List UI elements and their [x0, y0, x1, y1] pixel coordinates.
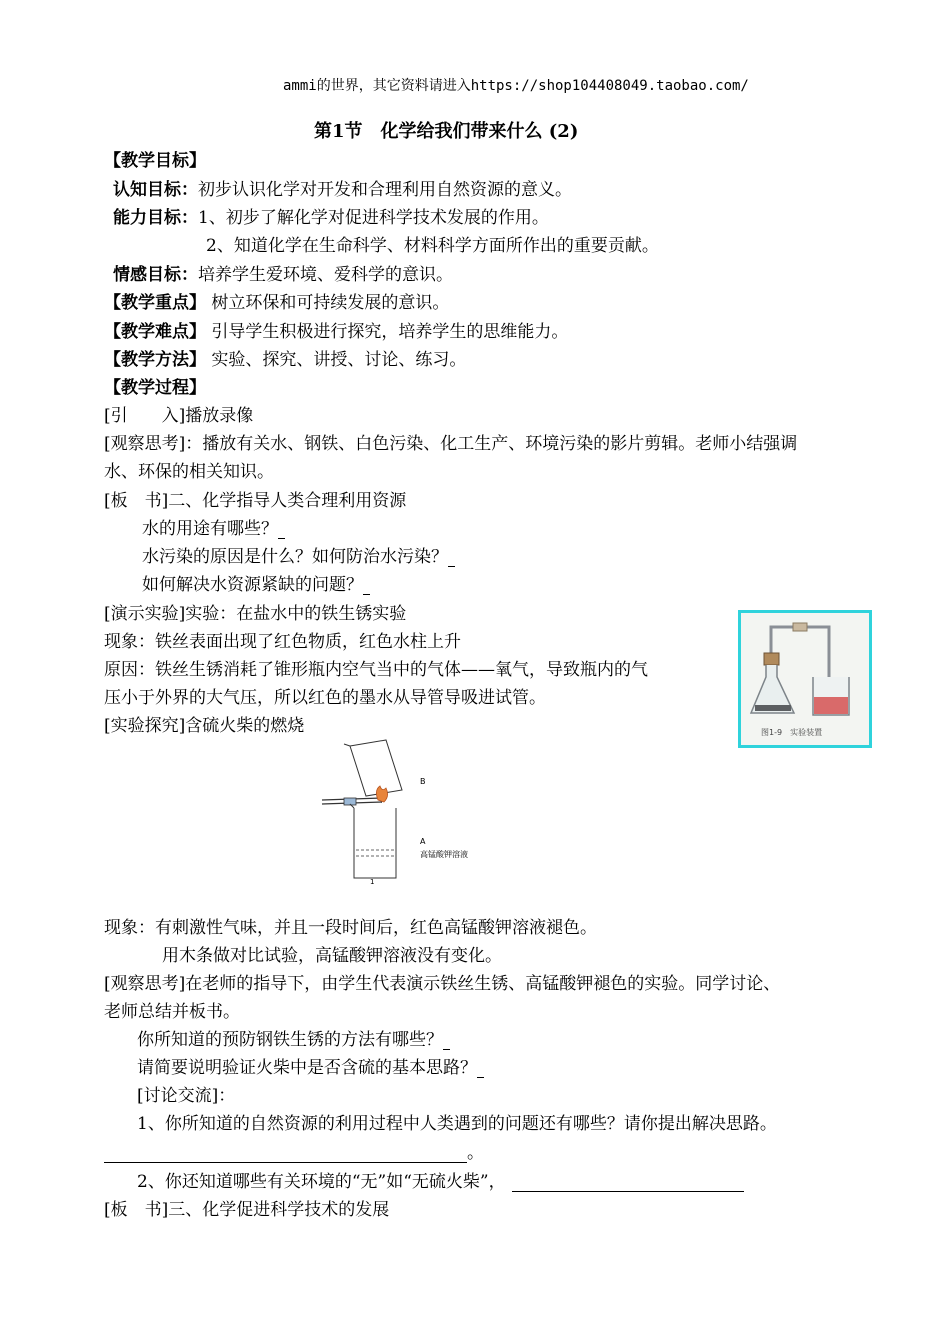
explore-line: [实验探究]含硫火柴的燃烧 [104, 716, 305, 736]
question-2-text: 水污染的原因是什么？如何防治水污染？ [142, 547, 448, 567]
observe-line-2b: 老师总结并板书。 [104, 1002, 240, 1022]
page-title: 第1节 化学给我们带来什么 (2) [314, 121, 579, 142]
label-number: 1 [370, 878, 375, 886]
difficulty [104, 322, 568, 342]
label-b: B [420, 777, 426, 786]
answer-blank-7[interactable] [512, 1173, 744, 1192]
emotion-label: 情感目标： [113, 265, 198, 285]
ability-objective [113, 208, 549, 228]
reason-line-b: 压小于外界的大气压，所以红色的墨水从导管导吸进试管。 [104, 688, 546, 708]
question-3 [142, 575, 370, 595]
method-label: 【教学方法】 [104, 350, 206, 370]
discuss-item-1-end: 。 [467, 1143, 484, 1163]
difficulty-label: 【教学难点】 [104, 322, 206, 342]
answer-blank-3[interactable] [363, 594, 370, 595]
cognitive-text: 初步认识化学对开发和合理利用自然资源的意义。 [198, 180, 572, 200]
rust-figure-caption: 图1-9 实验装置 [761, 728, 823, 737]
rust-apparatus-drawing [741, 613, 869, 745]
ability-label: 能力目标： [113, 208, 198, 228]
discuss-item-2 [137, 1172, 744, 1192]
figure-match-burning [318, 738, 498, 888]
answer-blank-2[interactable] [448, 566, 455, 567]
cognitive-label: 认知目标： [113, 180, 198, 200]
answer-blank-6[interactable] [104, 1144, 467, 1163]
discuss-heading: [讨论交流]： [137, 1086, 236, 1106]
key-point [104, 293, 449, 313]
discuss-item-2-text: 2、你还知道哪些有关环境的“无”如“无硫火柴”， [137, 1172, 506, 1192]
method [104, 350, 466, 370]
label-solution: 高锰酸钾溶液 [420, 850, 468, 859]
demo-line: [演示实验]实验：在盐水中的铁生锈实验 [104, 604, 407, 624]
phenomenon-1: 现象：铁丝表面出现了红色物质，红色水柱上升 [104, 632, 461, 652]
question-1 [142, 519, 285, 539]
board-line-1: [板 书]二、化学指导人类合理利用资源 [104, 491, 407, 511]
board-line-2: [板 书]三、化学促进科学技术的发展 [104, 1200, 390, 1220]
answer-blank-1[interactable] [278, 538, 285, 539]
reason-line-a: 原因：铁丝生锈消耗了锥形瓶内空气当中的气体——氧气，导致瓶内的气 [104, 660, 648, 680]
discuss-item-1: 1、你所知道的自然资源的利用过程中人类遇到的问题还有哪些？请你提出解决思路。 [137, 1114, 777, 1134]
phenomenon-2a: 现象：有刺激性气味，并且一段时间后，红色高锰酸钾溶液褪色。 [104, 918, 597, 938]
ability-item-2: 2、知道化学在生命科学、材料科学方面所作出的重要贡献。 [206, 236, 659, 256]
label-a: A [420, 837, 426, 846]
question-5-text: 请简要说明验证火柴中是否含硫的基本思路？ [137, 1058, 477, 1078]
intro-line: [引 入]播放录像 [104, 406, 254, 426]
key-point-label: 【教学重点】 [104, 293, 206, 313]
cognitive-objective [113, 180, 572, 200]
question-5 [137, 1058, 484, 1078]
answer-blank-4[interactable] [443, 1049, 450, 1050]
process-heading: 【教学过程】 [104, 378, 206, 398]
question-1-text: 水的用途有哪些？ [142, 519, 278, 539]
page-header-source: ammi的世界，其它资料请进入https://shop104408049.taobao.com/ [283, 78, 749, 94]
method-text: 实验、探究、讲授、讨论、练习。 [211, 350, 467, 370]
phenomenon-2b: 用木条做对比试验，高锰酸钾溶液没有变化。 [162, 946, 502, 966]
observe-line-1a: [观察思考]：播放有关水、钢铁、白色污染、化工生产、环境污染的影片剪辑。老师小结强调 [104, 434, 798, 454]
key-point-text: 树立环保和可持续发展的意识。 [211, 293, 450, 313]
emotion-objective [113, 265, 453, 285]
question-2 [142, 547, 455, 567]
observe-line-1b: 水、环保的相关知识。 [104, 462, 274, 482]
difficulty-text: 引导学生积极进行探究，培养学生的思维能力。 [211, 322, 569, 342]
emotion-text: 培养学生爱环境、爱科学的意识。 [198, 265, 453, 285]
answer-blank-5[interactable] [477, 1077, 484, 1078]
question-4-text: 你所知道的预防钢铁生锈的方法有哪些？ [137, 1030, 443, 1050]
objectives-heading: 【教学目标】 [104, 151, 206, 171]
discuss-item-1-answer [104, 1143, 484, 1163]
question-3-text: 如何解决水资源紧缺的问题？ [142, 575, 363, 595]
question-4 [137, 1030, 450, 1050]
ability-item-1: 1、初步了解化学对促进科学技术发展的作用。 [198, 208, 549, 228]
figure-rust-apparatus [738, 610, 872, 748]
observe-line-2a: [观察思考]在老师的指导下，由学生代表演示铁丝生锈、高锰酸钾褪色的实验。同学讨论、 [104, 974, 781, 994]
